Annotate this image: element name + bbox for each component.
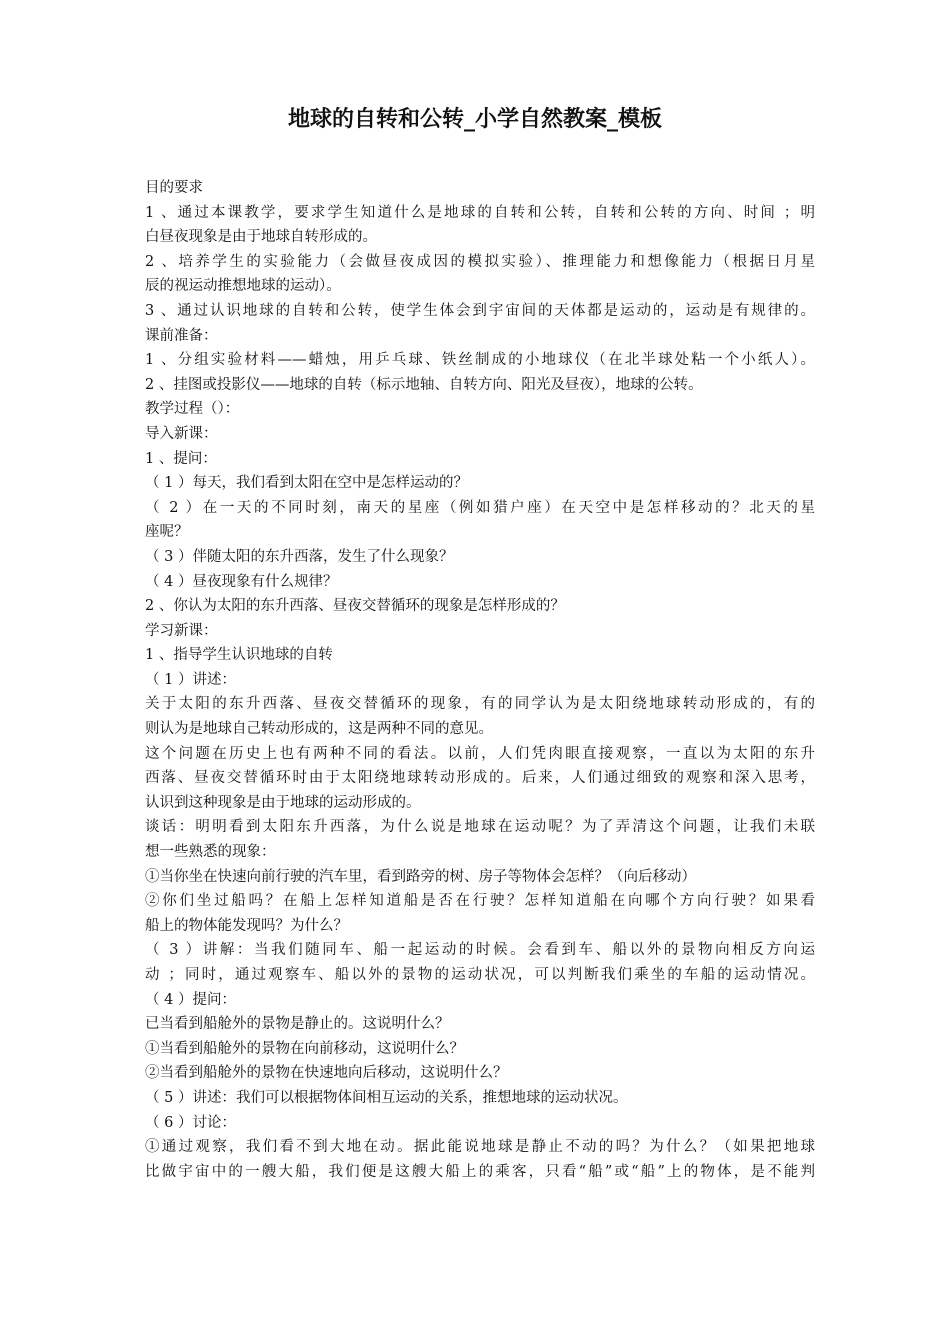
paragraph-line: 1 、通过本课教学，要求学生知道什么是地球的自转和公转，自转和公转的方向、时间 ；明 [145, 204, 815, 221]
paragraph-line: （ 5 ）讲述：我们可以根据物体间相互运动的关系，推想地球的运动状况。 [145, 1089, 628, 1106]
document-title: 地球的自转和公转_小学自然教案_模板 [287, 107, 662, 132]
paragraph-line: 船上的物体能发现吗？为什么？ [145, 917, 348, 934]
paragraph-line: 则认为是地球自己转动形成的，这是两种不同的意见。 [145, 721, 493, 738]
paragraph-line: 关于太阳的东升西落、昼夜交替循环的现象，有的同学认为是太阳绕地球转动形成的，有的 [145, 696, 815, 713]
section-heading: 目的要求 [145, 180, 203, 196]
paragraph-line: 认识到这种现象是由于地球的运动形成的。 [145, 794, 421, 811]
paragraph-line: 比做宇宙中的一艘大船，我们便是这艘大船上的乘客，只看“船”或“船”上的物体，是不能判 [145, 1163, 815, 1180]
paragraph-line: ②你们坐过船吗？在船上怎样知道船是否在行驶？怎样知道船在向哪个方向行驶？如果看 [145, 893, 815, 910]
paragraph-line: 2 、你认为太阳的东升西落、昼夜交替循环的现象是怎样形成的？ [145, 598, 565, 615]
paragraph-line: （ 6 ）讨论： [145, 1114, 236, 1131]
paragraph-line: ②当看到船舱外的景物在快速地向后移动，这说明什么？ [145, 1065, 508, 1082]
paragraph-line: （ 3 ）讲解：当我们随同车、船一起运动的时候。会看到车、船以外的景物向相反方向运 [145, 942, 815, 959]
paragraph-line: （ 4 ）昼夜现象有什么规律？ [145, 573, 338, 590]
paragraph-line: 白昼夜现象是由于地球自转形成的。 [145, 229, 377, 246]
paragraph-line: ①通过观察，我们看不到大地在动。据此能说地球是静止不动的吗？为什么？（如果把地球 [145, 1139, 815, 1156]
paragraph-line: 谈话：明明看到太阳东升西落，为什么说是地球在运动呢？为了弄清这个问题，让我们未联 [145, 819, 815, 836]
paragraph-line: 1 、分组实验材料——蜡烛，用乒乓球、铁丝制成的小地球仪（在北半球处粘一个小纸人）。 [145, 352, 815, 369]
section-heading: 学习新课： [145, 622, 218, 639]
paragraph-line: 辰的视运动推想地球的运动）。 [145, 278, 341, 295]
paragraph-line: 2 、挂图或投影仪——地球的自转（标示地轴、自转方向、阳光及昼夜），地球的公转。 [145, 376, 703, 393]
paragraph-line: （ 1 ）讲述： [145, 671, 236, 688]
paragraph-line: （ 2 ）在一天的不同时刻，南天的星座（例如猎户座）在天空中是怎样移动的？北天的星 [145, 499, 815, 516]
paragraph-line: （ 1 ）每天，我们看到太阳在空中是怎样运动的？ [145, 475, 468, 492]
paragraph-line: 已当看到船舱外的景物是静止的。这说明什么？ [145, 1016, 450, 1033]
paragraph-line: （ 4 ）提问： [145, 991, 236, 1008]
document-body [145, 176, 815, 1184]
paragraph-line: （ 3 ）伴随太阳的东升西落，发生了什么现象？ [145, 548, 454, 565]
section-heading: 课前准备： [145, 327, 218, 344]
paragraph-line: 动 ；同时，通过观察车、船以外的景物的运动状况，可以判断我们乘坐的车船的运动情况。 [145, 967, 815, 983]
paragraph-line: 1 、提问： [145, 450, 217, 467]
paragraph-line: 座呢？ [145, 524, 189, 541]
paragraph-line: 西落、昼夜交替循环时由于太阳绕地球转动形成的。后来，人们通过细致的观察和深入思考， [145, 770, 815, 787]
paragraph-line: 1 、指导学生认识地球的自转 [145, 647, 333, 664]
section-heading: 导入新课： [145, 425, 218, 442]
paragraph-line: 这个问题在历史上也有两种不同的看法。以前，人们凭肉眼直接观察，一直以为太阳的东升 [145, 745, 815, 762]
paragraph-line: ①当看到船舱外的景物在向前移动，这说明什么？ [145, 1040, 464, 1057]
section-heading: 教学过程（）： [145, 401, 240, 418]
paragraph-line: ①当你坐在快速向前行驶的汽车里，看到路旁的树、房子等物体会怎样？（向后移动） [145, 868, 696, 885]
paragraph-line: 3 、通过认识地球的自转和公转，使学生体会到宇宙间的天体都是运动的，运动是有规律的。 [145, 302, 815, 319]
paragraph-line: 想一些熟悉的现象： [145, 844, 276, 861]
paragraph-line: 2 、培养学生的实验能力（会做昼夜成因的模拟实验）、推理能力和想像能力（根据日月星 [145, 253, 815, 270]
